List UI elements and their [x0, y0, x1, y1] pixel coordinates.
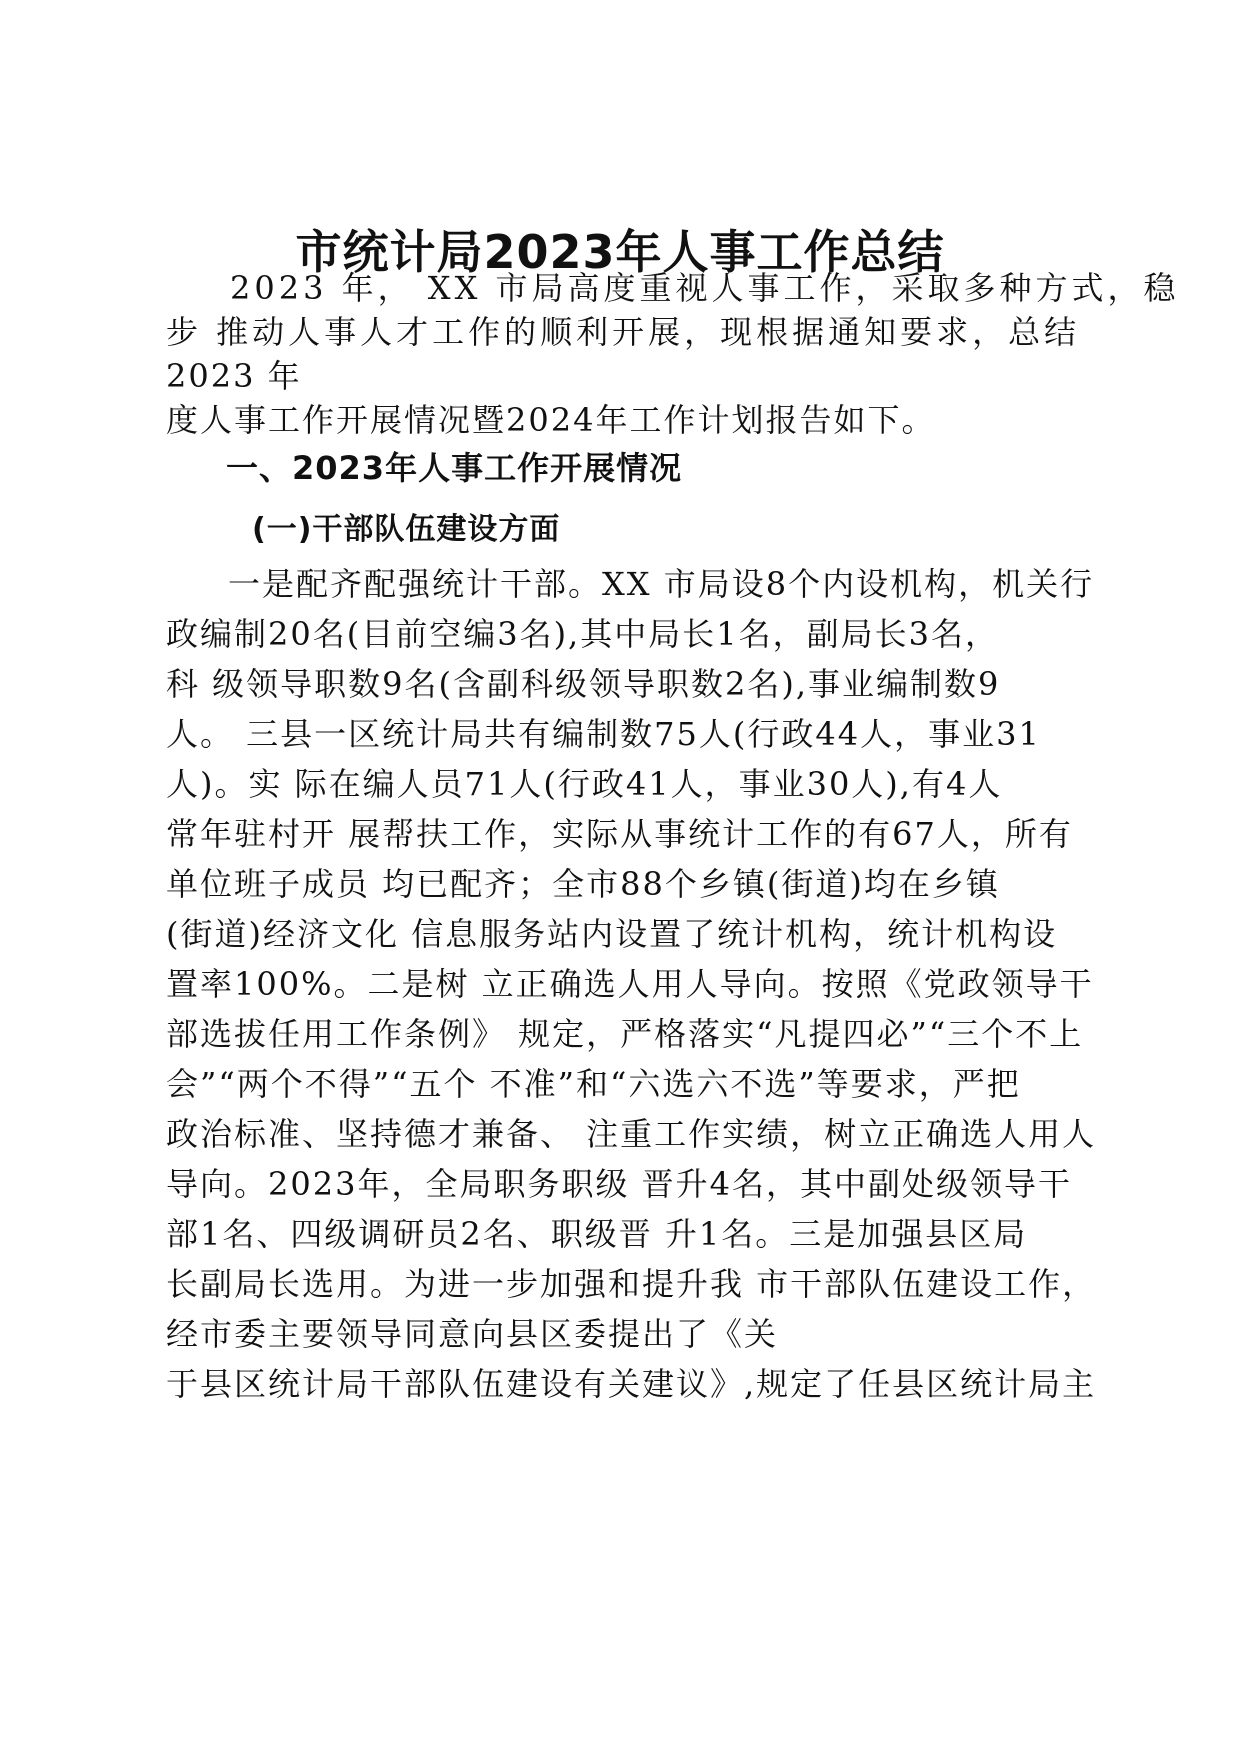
section-heading: 一、2023年人事工作开展情况: [226, 449, 683, 487]
document-title: 市统计局2023年人事工作总结: [295, 225, 945, 279]
body-line-12: 政治标准、坚持德才兼备、 注重工作实绩，树立正确选人用人: [166, 1115, 1097, 1153]
body-line-15: 长副局长选用。为进一步加强和提升我 市干部队伍建设工作，: [166, 1265, 1097, 1303]
body-line-17: 于县区统计局干部队伍建设有关建议》,规定了任县区统计局主: [166, 1365, 1097, 1403]
body-line-11: 会”“两个不得”“五个 不准”和“六选六不选”等要求，严把: [166, 1065, 1021, 1103]
body-line-16: 经市委主要领导同意向县区委提出了《关: [166, 1315, 779, 1353]
body-line-7: 单位班子成员 均已配齐；全市88个乡镇(街道)均在乡镇: [166, 865, 1000, 903]
subsection-heading: (一)干部队伍建设方面: [252, 512, 561, 547]
intro-line-3: 2023 年: [166, 357, 302, 395]
intro-line-4: 度人事工作开展情况暨2024年工作计划报告如下。: [166, 401, 936, 439]
body-line-6: 常年驻村开 展帮扶工作，实际从事统计工作的有67人，所有: [166, 815, 1073, 853]
intro-line-2: 步 推动人事人才工作的顺利开展，现根据通知要求，总结: [166, 313, 1081, 351]
body-line-5: 人)。实 际在编人员71人(行政41人，事业30人),有4人: [166, 765, 1003, 803]
body-line-10: 部选拔任用工作条例》 规定，严格落实“凡提四必”“三个不上: [166, 1015, 1084, 1053]
body-line-8: (街道)经济文化 信息服务站内设置了统计机构，统计机构设: [166, 915, 1058, 953]
body-line-14: 部1名、四级调研员2名、职级晋 升1名。三是加强县区局: [166, 1215, 1028, 1253]
body-line-2: 政编制20名(目前空编3名),其中局长1名，副局长3名，: [166, 615, 999, 653]
body-line-1: 一是配齐配强统计干部。XX 市局设8个内设机构，机关行: [228, 565, 1095, 603]
intro-line-1: 2023 年， XX 市局高度重视人事工作，采取多种方式，稳: [230, 269, 1180, 307]
body-line-13: 导向。2023年，全局职务职级 晋升4名，其中副处级领导干: [166, 1165, 1072, 1203]
body-line-4: 人。 三县一区统计局共有编制数75人(行政44人，事业31: [166, 715, 1041, 753]
body-line-9: 置率100%。二是树 立正确选人用人导向。按照《党政领导干: [166, 965, 1094, 1003]
body-line-3: 科 级领导职数9名(含副科级领导职数2名),事业编制数9: [166, 665, 1001, 703]
